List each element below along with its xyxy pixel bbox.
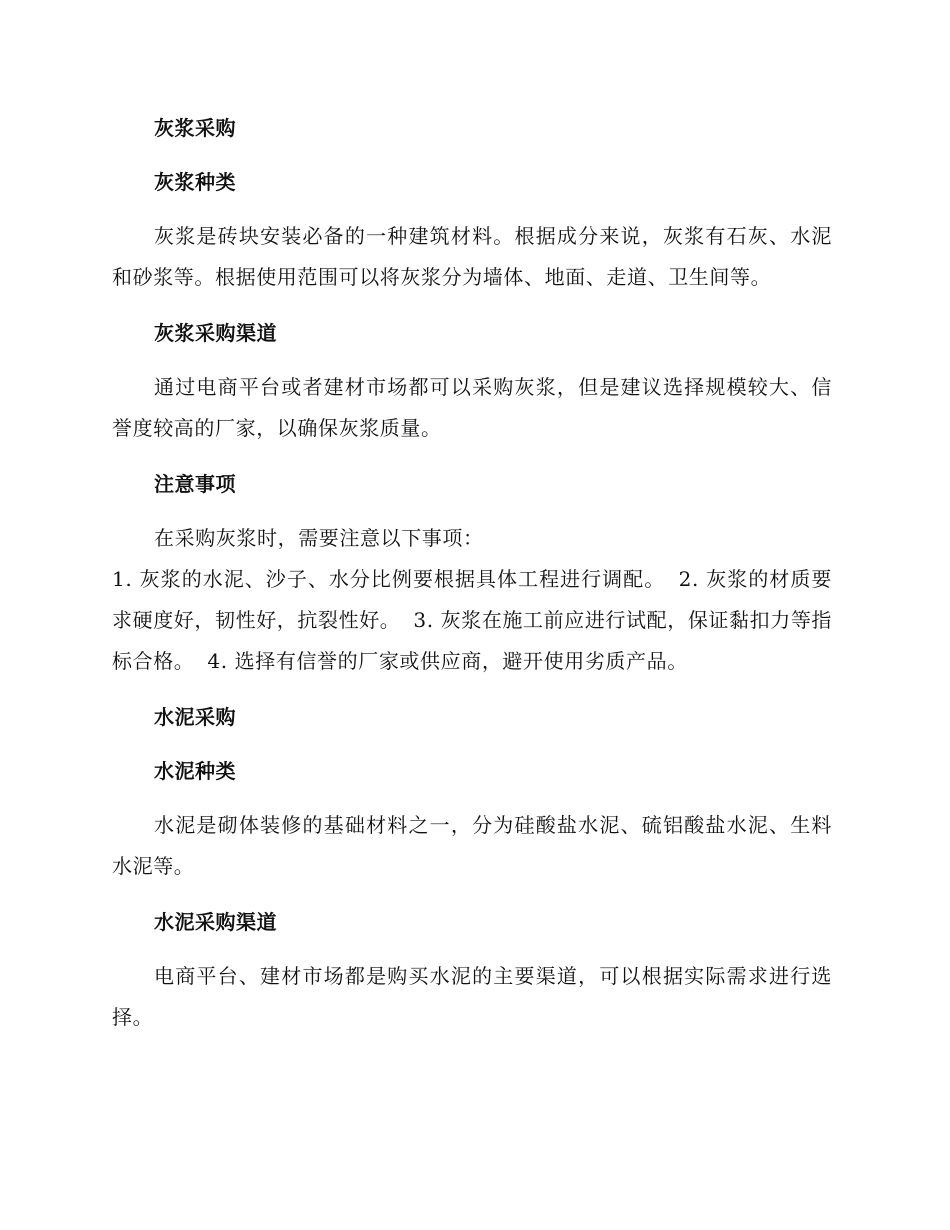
subheading-notes: 注意事项 <box>154 472 236 496</box>
subheading-cement-types: 水泥种类 <box>154 759 236 783</box>
list-item: 2. 灰浆的材质要求硬度好，韧性好，抗裂性好。 <box>112 567 832 632</box>
list-item: 4. 选择有信誉的厂家或供应商，避开使用劣质产品。 <box>207 649 688 673</box>
list-item: 1. 灰浆的水泥、沙子、水分比例要根据具体工程进行调配。 <box>112 567 666 591</box>
paragraph-cement-types: 水泥是砌体装修的基础材料之一，分为硅酸盐水泥、硫铝酸盐水泥、生料水泥等。 <box>112 813 832 878</box>
section-heading-mortar-purchase: 灰浆采购 <box>154 116 236 140</box>
paragraph-notes-intro: 在采购灰浆时，需要注意以下事项： <box>154 526 484 550</box>
document-page <box>112 108 832 1053</box>
paragraph-mortar-channels: 通过电商平台或者建材市场都可以采购灰浆，但是建议选择规模较大、信誉度较高的厂家，以确保灰浆质量。 <box>112 375 832 440</box>
list-item: 3. 灰浆在施工前应进行试配，保证黏扣力等指标合格。 <box>112 608 833 673</box>
subheading-mortar-channels: 灰浆采购渠道 <box>154 321 277 345</box>
paragraph-cement-channels: 电商平台、建材市场都是购买水泥的主要渠道，可以根据实际需求进行选择。 <box>112 964 832 1029</box>
paragraph-mortar-types: 灰浆是砖块安装必备的一种建筑材料。根据成分来说，灰浆有石灰、水泥和砂浆等。根据使用范围可以将灰浆分为墙体、地面、走道、卫生间等。 <box>112 224 832 289</box>
notes-list <box>112 559 832 682</box>
subheading-cement-channels: 水泥采购渠道 <box>154 910 277 934</box>
subheading-mortar-types: 灰浆种类 <box>154 170 236 194</box>
section-heading-cement-purchase: 水泥采购 <box>154 705 236 729</box>
